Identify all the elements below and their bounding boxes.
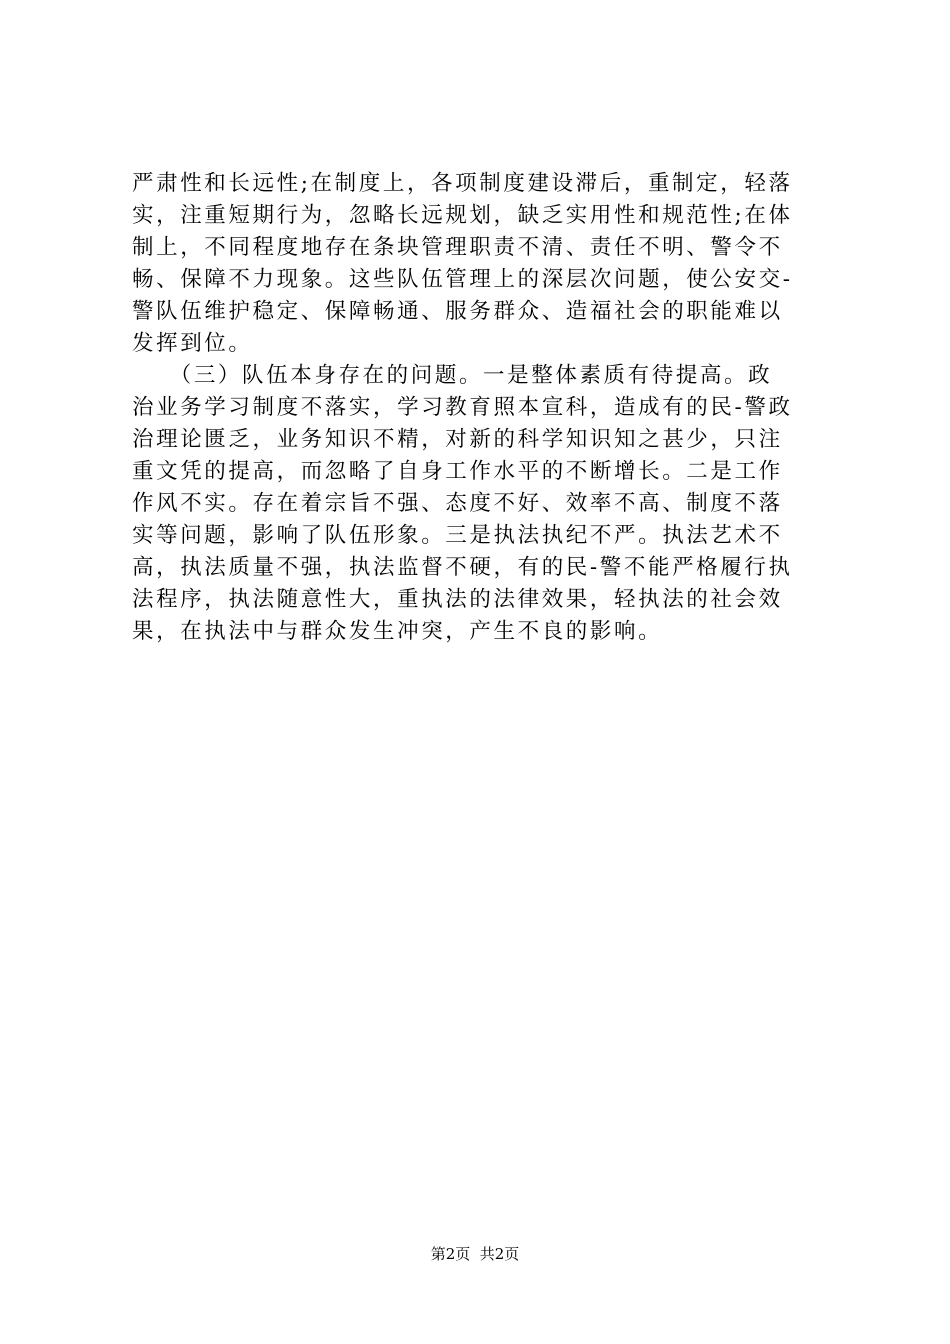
- text-line: 严肃性和长远性;在制度上，各项制度建设滞后，重制定，轻落: [132, 171, 793, 196]
- body-text: [132, 168, 822, 648]
- text-line: 制上，不同程度地存在条块管理职责不清、责任不明、警令不: [132, 235, 783, 260]
- text-line: 高，执法质量不强，执法监督不硬，有的民-警不能严格履行执: [132, 555, 793, 580]
- text-line: 果，在执法中与群众发生冲突，产生不良的影响。: [132, 619, 663, 644]
- text-line: 重文凭的提高，而忽略了自身工作水平的不断增长。二是工作: [132, 459, 783, 484]
- text-line: 实等问题，影响了队伍形象。三是执法执纪不严。执法艺术不: [132, 523, 783, 548]
- text-line: 畅、保障不力现象。这些队伍管理上的深层次问题，使公安交-: [132, 267, 793, 292]
- text-line: 治理论匮乏，业务知识不精，对新的科学知识知之甚少，只注: [132, 427, 783, 452]
- section-heading-line: （三）队伍本身存在的问题。一是整体素质有待提高。政: [132, 363, 773, 388]
- text-line: 作风不实。存在着宗旨不强、态度不好、效率不高、制度不落: [132, 491, 783, 516]
- text-line: 发挥到位。: [132, 331, 253, 356]
- text-line: 法程序，执法随意性大，重执法的法律效果，轻执法的社会效: [132, 587, 783, 612]
- text-line: 警队伍维护稳定、保障畅通、服务群众、造福社会的职能难以: [132, 299, 783, 324]
- page-number-footer: 第2页 共2页: [430, 1245, 520, 1263]
- text-line: 实，注重短期行为，忽略长远规划，缺乏实用性和规范性;在体: [132, 203, 793, 228]
- text-line: 治业务学习制度不落实，学习教育照本宣科，造成有的民-警政: [132, 395, 793, 420]
